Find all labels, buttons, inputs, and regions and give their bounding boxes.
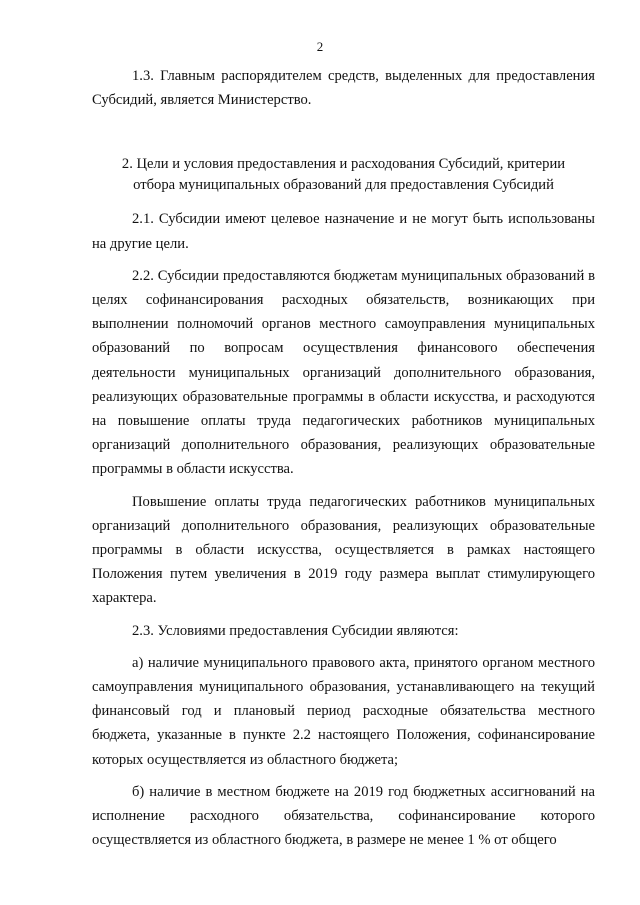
paragraph-2-3: 2.3. Условиями предоставления Субсидии являются: xyxy=(132,622,459,639)
paragraph-2-2: 2.2. Субсидии предоставляются бюджетам муниципальных образований в целях софинансирования расходных обязательств, возникающих при выполнении полномочий органов местного самоуправления муниципальных образований по вопросам осуществления финансового обеспечения деятельности муниципальных организаций дополнительного образования, реализующих образовательные программы в области искусства, и расходуются на повышение оплаты труда педагогических работников муниципальных организаций дополнительного образования, реализующих образовательные программы в области искусства. xyxy=(92,267,595,478)
page-number: 2 xyxy=(316,39,324,54)
section-heading-line-1: 2. Цели и условия предоставления и расходования Субсидий, критерии xyxy=(121,156,566,173)
section-heading-line-2: отбора муниципальных образований для предоставления Субсидий xyxy=(133,177,554,194)
paragraph-2-1: 2.1. Субсидии имеют целевое назначение и не могут быть использованы на другие цели. xyxy=(92,211,595,252)
document-body xyxy=(92,64,595,852)
paragraph-condition-b: б) наличие в местном бюджете на 2019 год бюджетных ассигнований на исполнение расходного обязательства, софинансирование которого осуществляется из областного бюджета, в размере не менее 1 % от общего xyxy=(92,783,595,849)
section-2-heading xyxy=(92,154,595,196)
paragraph-salary-increase: Повышение оплаты труда педагогических работников муниципальных организаций дополнительного образования, реализующих образовательные программы в области искусства, осуществляется в рамках настоящего Положения путем увеличения в 2019 году размера выплат стимулирующего характера. xyxy=(92,493,595,607)
paragraph-1-3: 1.3. Главным распорядителем средств, выделенных для предоставления Субсидий, является Министерство. xyxy=(92,68,595,109)
paragraph-condition-a: а) наличие муниципального правового акта, принятого органом местного самоуправления муниципального образования, устанавливающего на текущий финансовый год и плановый период расходные обязательства местного бюджета, указанные в пункте 2.2 настоящего Положения, софинансирование которых осуществляется из областного бюджета; xyxy=(92,654,595,768)
